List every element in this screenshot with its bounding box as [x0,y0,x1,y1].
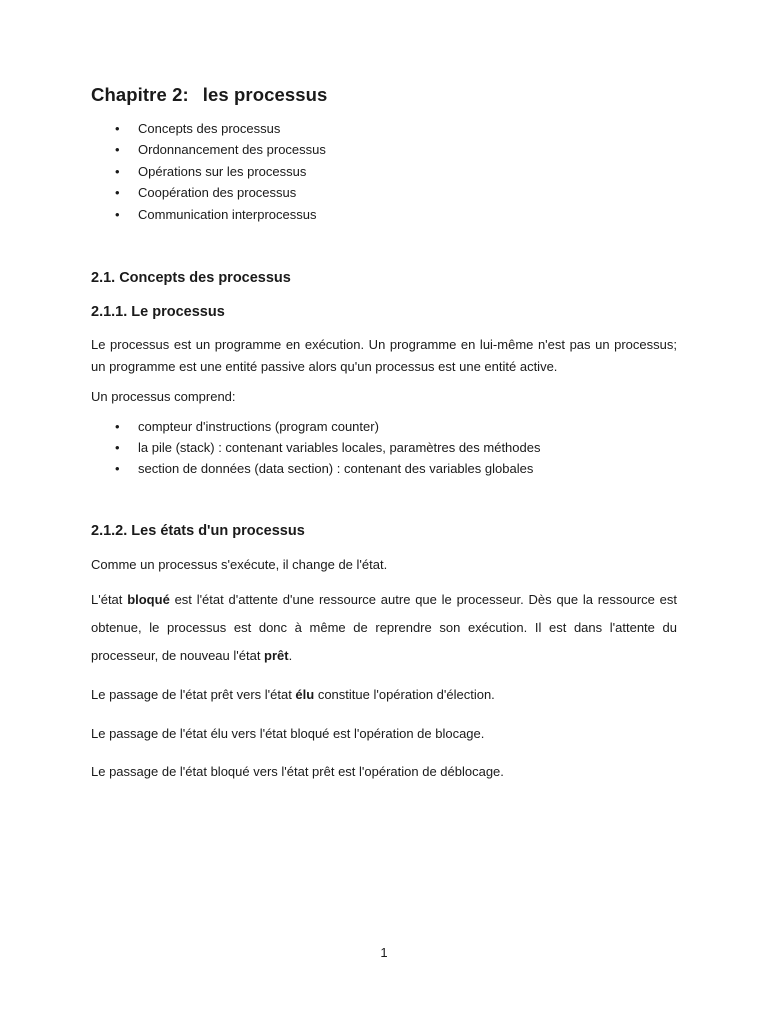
outline-item: • Opérations sur les processus [91,161,677,182]
text-run: L'état [91,592,128,608]
state-change-paragraph: Comme un processus s'exécute, il change de l'état. [91,556,388,572]
chapter-name: les processus [202,84,328,105]
blocking-paragraph: Le passage de l'état élu vers l'état bloqué est l'opération de blocage. [91,725,485,741]
outline-item: • Coopération des processus [91,182,677,203]
outline-item: • Concepts des processus [91,118,677,139]
election-paragraph [91,684,677,706]
unblocking-paragraph: Le passage de l'état bloqué vers l'état prêt est l'opération de déblocage. [91,764,504,780]
component-item: • la pile (stack) : contenant variables locales, paramètres des méthodes [91,437,677,458]
chapter-outline-list [91,118,677,225]
text-run: . [288,648,293,664]
process-components-lead: Un processus comprend: [91,389,236,405]
term-ready: prêt [264,648,289,664]
outline-item: • Ordonnancement des processus [91,139,677,160]
section-heading-2-1-1: 2.1.1. Le processus [91,304,225,321]
section-heading-2-1: 2.1. Concepts des processus [91,270,291,287]
chapter-title [91,84,677,106]
process-definition-paragraph: Le processus est un programme en exécution. Un programme en lui-même n'est pas un processus; un programme est une entité passive alors qu'un processus est une entité active. [91,337,677,374]
blocked-state-paragraph [91,586,677,670]
text-run: constitue l'opération d'élection. [314,687,495,703]
term-elected: élu [295,687,315,703]
text-run: Le passage de l'état prêt vers l'état [91,687,296,703]
section-heading-2-1-2: 2.1.2. Les états d'un processus [91,522,305,539]
page-content [91,84,677,783]
component-item: • compteur d'instructions (program counter) [91,416,677,437]
page-number: 1 [380,945,388,960]
chapter-number: Chapitre 2: [91,84,189,105]
outline-item: • Communication interprocessus [91,204,677,225]
term-blocked: bloqué [127,592,170,608]
process-components-list [91,416,677,480]
text-run: est l'état d'attente d'une ressource autre que le processeur. Dès que la ressource est obtenue, le processus est donc à même de reprendre son exécution. Il est dans l'attente du processeur, de nouveau l'état [91,592,677,664]
component-item: • section de données (data section) : contenant des variables globales [91,458,677,479]
